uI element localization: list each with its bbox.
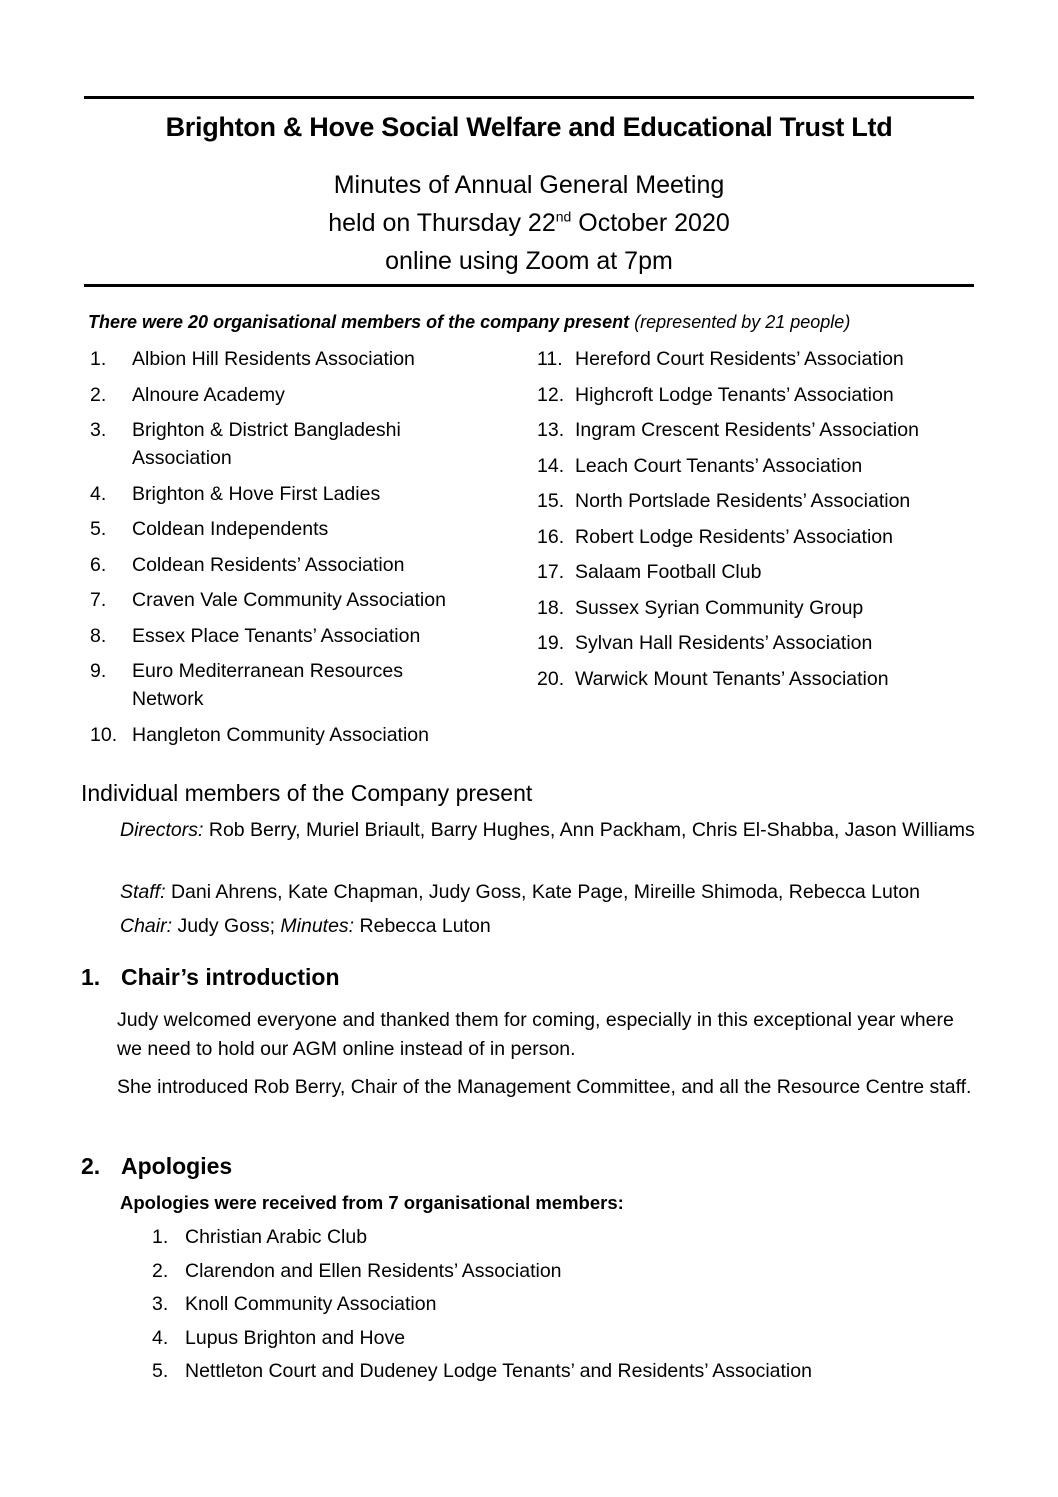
list-item <box>90 586 490 614</box>
directors-label: Directors: <box>120 819 204 841</box>
section-number: 1. <box>81 964 101 990</box>
chair-minutes-line <box>120 912 980 940</box>
list-item-text: Leach Court Tenants’ Association <box>575 454 863 477</box>
list-item-number: 19. <box>537 632 565 654</box>
list-item-text: Coldean Independents <box>132 518 329 540</box>
chair-name: Judy Goss; <box>172 915 281 937</box>
subtitle-line-3: online using Zoom at 7pm <box>385 247 673 275</box>
list-item-text: Lupus Brighton and Hove <box>185 1326 406 1349</box>
list-item-number: 7. <box>90 589 107 611</box>
list-item <box>90 721 490 749</box>
list-item-number: 17. <box>537 561 565 583</box>
date-ordinal-suffix: nd <box>555 208 572 225</box>
subtitle-date-prefix: held on Thursday 22 <box>328 209 556 237</box>
list-item <box>90 515 490 543</box>
list-item-number: 18. <box>537 596 565 619</box>
list-item-number: 1. <box>152 1226 169 1248</box>
list-item-number: 9. <box>90 660 107 682</box>
individual-members-heading: Individual members of the Company present <box>81 780 533 806</box>
list-item-number: 2. <box>152 1259 169 1282</box>
list-item <box>537 452 987 480</box>
staff-names: Dani Ahrens, Kate Chapman, Judy Goss, Kate Page, Mireille Shimoda, Rebecca Luton <box>165 881 920 903</box>
list-item <box>90 381 490 409</box>
list-item-text: Ingram Crescent Residents’ Association <box>575 419 919 441</box>
list-item-text: Albion Hill Residents Association <box>132 348 415 370</box>
list-item-number: 3. <box>152 1293 169 1315</box>
list-item-text: Salaam Football Club <box>575 561 762 583</box>
list-item <box>90 480 490 508</box>
list-item <box>537 558 987 586</box>
section-number: 2. <box>81 1153 101 1179</box>
bottom-rule <box>84 284 974 287</box>
list-item-text: Warwick Mount Tenants’ Association <box>575 667 889 690</box>
section-title: Apologies <box>121 1153 233 1179</box>
list-item-number: 8. <box>90 624 107 647</box>
list-item-text: North Portslade Residents’ Association <box>575 490 911 512</box>
list-item <box>152 1257 952 1285</box>
list-item-text: Christian Arabic Club <box>185 1226 368 1248</box>
list-item-text: Alnoure Academy <box>132 383 285 406</box>
list-item <box>152 1324 952 1352</box>
subtitle-line-2 <box>84 204 974 242</box>
list-item <box>90 416 490 472</box>
list-item-number: 12. <box>537 383 565 406</box>
list-item <box>537 523 987 551</box>
document-subtitle <box>84 166 974 280</box>
list-item-number: 2. <box>90 383 107 406</box>
list-item <box>90 551 490 579</box>
subtitle-date-suffix: October 2020 <box>571 209 730 237</box>
list-item <box>152 1357 952 1385</box>
list-item <box>537 345 987 373</box>
present-list-left <box>90 345 490 756</box>
list-item <box>152 1290 952 1318</box>
list-item-number: 1. <box>90 348 107 370</box>
list-item-text: Essex Place Tenants’ Association <box>132 624 421 647</box>
subtitle-line-1: Minutes of Annual General Meeting <box>333 171 725 199</box>
list-item-text: Highcroft Lodge Tenants’ Association <box>575 383 894 406</box>
list-item <box>537 381 987 409</box>
list-item-text: Brighton & District Bangladeshi Association <box>132 419 401 469</box>
list-item-text: Robert Lodge Residents’ Association <box>575 525 893 548</box>
list-item-number: 5. <box>152 1360 169 1382</box>
list-item-number: 13. <box>537 419 565 441</box>
list-item-text: Hangleton Community Association <box>132 723 429 746</box>
present-intro-note: (represented by 21 people) <box>629 312 851 332</box>
list-item-number: 6. <box>90 553 107 576</box>
list-item <box>152 1223 952 1251</box>
section-1-paragraph-2: She introduced Rob Berry, Chair of the Management Committee, and all the Resource Centre staff. <box>117 1076 972 1098</box>
chair-label: Chair: <box>120 915 173 937</box>
list-item-number: 11. <box>537 348 563 370</box>
top-rule <box>84 96 974 99</box>
list-item-number: 16. <box>537 525 565 548</box>
list-item <box>90 622 490 650</box>
apologies-subheading: Apologies were received from 7 organisational members: <box>120 1192 624 1213</box>
list-item <box>90 345 490 373</box>
list-item <box>90 657 490 713</box>
list-item-text: Clarendon and Ellen Residents’ Association <box>185 1259 562 1282</box>
list-item-text: Brighton & Hove First Ladies <box>132 482 381 505</box>
present-list-right <box>537 345 987 700</box>
list-item-number: 20. <box>537 667 565 690</box>
list-item-number: 4. <box>90 482 107 505</box>
list-item <box>537 629 987 657</box>
directors-line <box>120 816 980 844</box>
list-item-text: Coldean Residents’ Association <box>132 553 405 576</box>
list-item-number: 4. <box>152 1326 169 1349</box>
present-intro-bold: There were 20 organisational members of the company present <box>88 312 630 332</box>
staff-label: Staff: <box>120 881 166 903</box>
section-1-heading <box>81 964 340 991</box>
document-title: Brighton & Hove Social Welfare and Educational Trust Ltd <box>165 112 893 142</box>
apologies-list <box>152 1223 952 1391</box>
list-item-number: 14. <box>537 454 565 477</box>
list-item-text: Sylvan Hall Residents’ Association <box>575 632 873 654</box>
staff-line <box>120 878 980 906</box>
list-item-text: Nettleton Court and Dudeney Lodge Tenants’ and Residents’ Association <box>185 1360 812 1382</box>
list-item-number: 5. <box>90 518 107 540</box>
present-intro <box>88 312 850 333</box>
section-2-heading <box>81 1153 232 1180</box>
section-1-paragraph-1: Judy welcomed everyone and thanked them for coming, especially in this exceptional year where we need to hold our AGM online instead of in person. <box>117 1009 954 1060</box>
section-title: Chair’s introduction <box>121 964 340 990</box>
list-item-text: Hereford Court Residents’ Association <box>575 348 904 370</box>
list-item-text: Euro Mediterranean Resources Network <box>132 660 403 710</box>
list-item-text: Craven Vale Community Association <box>132 589 446 611</box>
list-item <box>537 487 987 515</box>
list-item <box>537 665 987 693</box>
list-item-number: 3. <box>90 419 107 441</box>
directors-names: Rob Berry, Muriel Briault, Barry Hughes, Ann Packham, Chris El-Shabba, Jason Williams <box>203 819 975 841</box>
list-item-number: 15. <box>537 490 565 512</box>
list-item-number: 10. <box>90 723 118 746</box>
list-item-text: Sussex Syrian Community Group <box>575 596 864 619</box>
list-item-text: Knoll Community Association <box>185 1293 437 1315</box>
minutes-name: Rebecca Luton <box>354 915 491 937</box>
list-item <box>537 416 987 444</box>
list-item <box>537 594 987 622</box>
minutes-label: Minutes: <box>280 915 355 937</box>
